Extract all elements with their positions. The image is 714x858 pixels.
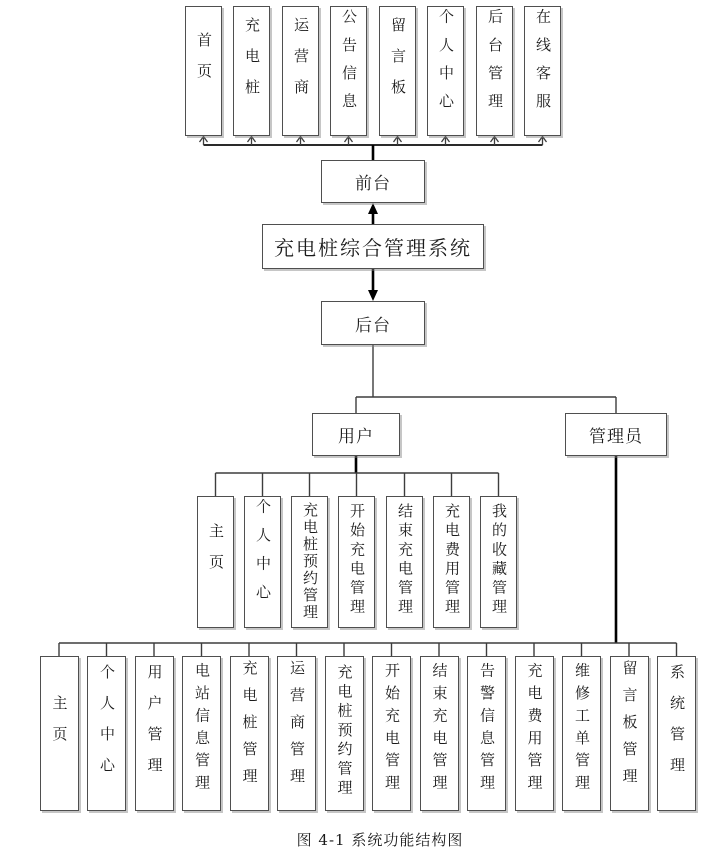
node-root-system	[262, 224, 484, 269]
front-bus-connector	[200, 137, 547, 161]
node-label: 管理员	[589, 427, 643, 447]
node-label: 留言板	[389, 16, 407, 110]
node-front-operator	[282, 6, 319, 136]
node-front-charging-pile	[233, 6, 270, 136]
node-label: 我的收藏管理	[490, 502, 508, 618]
node-label: 维修工单管理	[573, 662, 591, 798]
node-front-online-service	[524, 6, 561, 136]
node-user-pile-reservation	[291, 496, 328, 628]
node-label: 前台	[355, 174, 391, 194]
node-label: 个人中心	[254, 497, 272, 613]
node-user-charging-fee	[433, 496, 470, 628]
node-admin-charging-pile	[230, 656, 269, 811]
node-user-start-charging	[338, 496, 375, 628]
node-admin-repair-order	[562, 656, 601, 811]
node-admin-role	[565, 413, 667, 456]
node-label: 首页	[195, 32, 213, 94]
node-label: 充电桩	[243, 16, 261, 110]
node-user-end-charging	[386, 496, 423, 628]
figure-caption: 图 4-1 系统功能结构图	[296, 831, 464, 849]
node-label: 充电桩综合管理系统	[274, 236, 472, 260]
backend-arrow-down	[368, 269, 378, 301]
node-front-backend-management	[476, 6, 513, 136]
node-label: 个人中心	[98, 663, 116, 788]
node-label: 运营商	[292, 16, 310, 110]
node-backend	[321, 301, 425, 345]
node-label: 告警信息管理	[478, 662, 496, 798]
node-label: 结束充电管理	[430, 662, 449, 798]
node-admin-user-management	[135, 656, 174, 811]
node-label: 主页	[50, 694, 69, 757]
node-front-announcement	[330, 6, 367, 136]
node-admin-message-board	[610, 656, 649, 811]
node-label: 个人中心	[437, 8, 455, 121]
node-admin-alarm-info	[467, 656, 506, 811]
node-front-personal-center	[427, 6, 464, 136]
node-frontend	[321, 160, 425, 203]
node-label: 用户	[338, 427, 374, 447]
node-label: 在线客服	[534, 8, 552, 121]
node-user-personal-center	[244, 496, 281, 628]
node-label: 开始充电管理	[348, 502, 366, 618]
backend-split-connector	[356, 345, 616, 413]
node-admin-start-charging	[372, 656, 411, 811]
node-user-home	[197, 496, 234, 628]
node-label: 系统管理	[668, 663, 686, 788]
node-front-home	[185, 6, 222, 136]
node-admin-station-info	[182, 656, 221, 811]
frontend-arrow-up	[368, 203, 378, 224]
node-label: 充电费用管理	[525, 662, 544, 798]
node-label: 充电桩管理	[240, 660, 259, 795]
node-label: 后台	[355, 315, 391, 336]
node-admin-pile-reservation	[325, 656, 364, 811]
node-front-message-board	[379, 6, 416, 136]
node-label: 充电桩预约管理	[301, 501, 319, 621]
node-admin-system	[657, 656, 696, 811]
node-label: 结束充电管理	[396, 502, 414, 618]
node-label: 充电桩预约管理	[335, 664, 354, 799]
node-label: 充电费用管理	[443, 502, 461, 618]
node-admin-home	[40, 656, 79, 811]
node-admin-end-charging	[420, 656, 459, 811]
node-label: 公告信息	[340, 8, 358, 121]
user-bus-connector	[216, 456, 499, 496]
node-label: 后台管理	[486, 8, 504, 121]
node-admin-personal-center	[87, 656, 126, 811]
node-admin-charging-fee	[515, 656, 554, 811]
node-label: 运营商管理	[288, 660, 306, 795]
node-label: 用户管理	[145, 663, 164, 788]
node-label: 电站信息管理	[193, 662, 211, 798]
node-label: 主页	[207, 523, 225, 585]
node-admin-operator	[277, 656, 316, 811]
node-user-my-favorites	[480, 496, 517, 628]
node-label: 留言板管理	[620, 660, 639, 795]
node-label: 开始充电管理	[383, 662, 401, 798]
node-user-role	[312, 413, 400, 456]
